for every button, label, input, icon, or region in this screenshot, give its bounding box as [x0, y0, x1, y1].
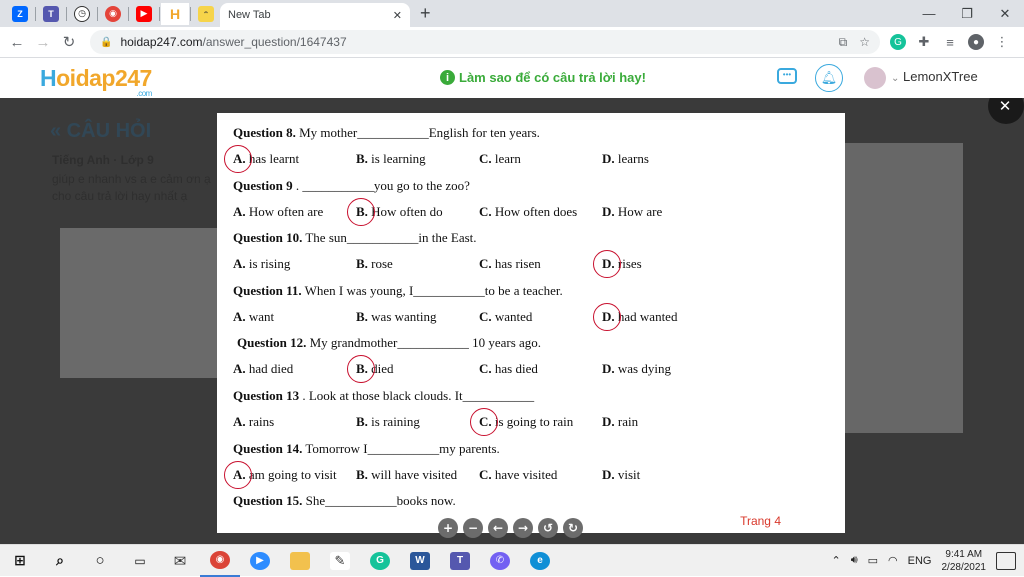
close-tab-icon[interactable]: ✕ [392, 9, 402, 22]
option-letter: A. [233, 204, 246, 219]
username: LemonXTree [903, 69, 978, 84]
reload-icon[interactable]: ↻ [62, 34, 76, 51]
option-text: learns [617, 151, 649, 166]
answer-circle-mark [224, 461, 252, 489]
reading-list-icon[interactable]: ≡ [946, 34, 954, 50]
logo-text: oidap247 [56, 64, 152, 91]
question-line [237, 335, 541, 351]
question-line [233, 441, 500, 457]
arrow-right-icon[interactable]: → [513, 518, 533, 538]
paint-icon: ✎ [330, 552, 350, 570]
url-domain: hoidap247.com [120, 35, 203, 49]
question-label: Question 10. [233, 230, 303, 245]
tip-link[interactable] [440, 70, 646, 85]
answer-option [356, 414, 420, 430]
option-text: rises [617, 256, 642, 271]
clock-date: 2/28/2021 [941, 561, 986, 573]
word-button[interactable] [400, 545, 440, 577]
option-letter: D. [602, 467, 615, 482]
option-text: How often are [248, 204, 324, 219]
cortana-button[interactable] [80, 545, 120, 577]
tab-separator [159, 7, 160, 21]
folder-icon [290, 552, 310, 570]
option-text: is learning [371, 151, 426, 166]
question-stem: My grandmother___________ 10 years ago. [309, 335, 542, 350]
answer-circle-mark [224, 145, 252, 173]
option-text: had wanted [617, 309, 678, 324]
volume-icon[interactable]: 🔊︎ [850, 554, 858, 566]
option-text: rose [371, 256, 393, 271]
question-line [233, 125, 540, 141]
answer-option [233, 361, 293, 377]
clock-time: 9:41 AM [945, 548, 983, 560]
tab-pikachu[interactable] [192, 3, 220, 25]
site-header [0, 58, 1024, 98]
start-button[interactable] [0, 545, 40, 577]
mail-icon: ✉ [173, 552, 187, 570]
chat-icon[interactable]: ••• [777, 68, 797, 84]
youtube-icon: ▶ [136, 6, 152, 22]
notification-icon[interactable] [996, 552, 1016, 570]
rotate-left-icon[interactable]: ↺ [538, 518, 558, 538]
option-letter: B. [356, 256, 368, 271]
logo-letter: H [40, 64, 57, 91]
tab-colors[interactable] [99, 3, 127, 25]
lightbox-overlay[interactable] [0, 98, 1024, 544]
teams-icon: T [450, 552, 470, 570]
tab-youtube[interactable] [130, 3, 158, 25]
viber-icon: ✆ [490, 552, 510, 570]
task-view-icon: ▭ [134, 553, 146, 568]
option-text: is rising [248, 256, 291, 271]
option-letter: A. [233, 309, 246, 324]
answer-option [356, 467, 457, 483]
option-text: was dying [617, 361, 671, 376]
task-view-button[interactable] [120, 545, 160, 577]
wifi-icon[interactable]: ◠ [888, 555, 898, 567]
tab-new-tab[interactable] [220, 3, 410, 27]
answer-option [479, 467, 557, 483]
question-stem: My mother___________English for ten years. [299, 125, 540, 140]
answer-option [356, 256, 393, 272]
tab-title: New Tab [228, 9, 271, 21]
menu-dots-icon[interactable]: ⋮ [995, 34, 1009, 49]
question-label: Question 8. [233, 125, 296, 140]
option-letter: D. [602, 151, 615, 166]
option-text: want [248, 309, 275, 324]
question-meta: Tiếng Anh · Lớp 9 [52, 153, 154, 167]
zoom-out-icon[interactable]: − [463, 518, 483, 538]
answer-option [479, 256, 541, 272]
translate-icon[interactable]: ⧉ [838, 34, 848, 49]
search-icon: ⌕ [56, 552, 64, 568]
question-stem: She___________books now. [305, 493, 456, 508]
user-menu[interactable] [891, 69, 978, 84]
tab-separator [66, 7, 67, 21]
tab-separator [190, 7, 191, 21]
window-controls [910, 0, 1024, 27]
viewer-controls [438, 518, 583, 538]
answer-option [356, 309, 437, 325]
tab-separator [128, 7, 129, 21]
answer-circle-mark [593, 303, 621, 331]
option-letter: C. [479, 414, 492, 429]
grammarly-taskbar-button[interactable] [360, 545, 400, 577]
paint-button[interactable] [320, 545, 360, 577]
answer-option [479, 204, 577, 220]
question-label: Question 11. [233, 283, 302, 298]
option-letter: A. [233, 151, 246, 166]
answer-option [602, 151, 649, 167]
answer-circle-mark [347, 198, 375, 226]
option-letter: A. [233, 256, 246, 271]
rotate-right-icon[interactable]: ↻ [563, 518, 583, 538]
question-label: Question 12. [237, 335, 307, 350]
option-letter: B. [356, 204, 368, 219]
option-text: died [371, 361, 394, 376]
answer-option [233, 414, 274, 430]
question-line [233, 388, 534, 404]
option-text: visit [617, 467, 641, 482]
option-text: is going to rain [494, 414, 574, 429]
option-text: How often do [371, 204, 443, 219]
mail-button[interactable] [160, 545, 200, 577]
tab-zalo[interactable] [6, 3, 34, 25]
option-letter: D. [602, 414, 615, 429]
option-text: has died [494, 361, 538, 376]
edge-icon: e [530, 552, 550, 570]
bookmark-star-icon[interactable]: ☆ [859, 34, 870, 49]
word-icon: W [410, 552, 430, 570]
answer-option [233, 204, 323, 220]
tab-hoidap[interactable] [161, 3, 189, 25]
chrome-icon: ◉ [210, 551, 230, 569]
option-letter: B. [356, 309, 368, 324]
logo-sub: .com [136, 88, 152, 98]
zalo-icon: Z [12, 6, 28, 22]
answer-option [233, 309, 274, 325]
chevron-up-icon[interactable]: ⌃ [831, 555, 841, 567]
tip-text: Làm sao để có câu trả lời hay! [459, 70, 646, 85]
avatar[interactable] [864, 67, 886, 89]
question-stem: The sun___________in the East. [305, 230, 477, 245]
search-button[interactable] [40, 545, 80, 577]
answer-option [602, 204, 662, 220]
extensions [890, 34, 1010, 50]
answer-circle-mark [593, 250, 621, 278]
option-text: learn [494, 151, 521, 166]
lock-icon[interactable]: 🔒 [100, 36, 113, 48]
option-letter: C. [479, 309, 492, 324]
close-lightbox-button[interactable]: ✕ [988, 98, 1024, 124]
option-text: has learnt [248, 151, 300, 166]
answer-option [479, 309, 532, 325]
zoom-button[interactable] [240, 545, 280, 577]
answer-circle-mark [470, 408, 498, 436]
option-letter: B. [356, 361, 368, 376]
answer-panel [845, 143, 963, 433]
stopwatch-icon: ◷ [74, 6, 90, 22]
system-tray [831, 548, 1024, 574]
clock[interactable] [942, 548, 987, 574]
site-logo[interactable] [40, 64, 152, 98]
option-text: was wanting [371, 309, 437, 324]
option-letter: D. [602, 361, 615, 376]
option-text: wanted [494, 309, 533, 324]
question-label: Question 13 [233, 388, 300, 403]
arrow-left-icon[interactable]: ← [488, 518, 508, 538]
cortana-icon: ○ [95, 552, 105, 569]
question-line [233, 230, 477, 246]
question-line [233, 283, 563, 299]
browser-tab-bar [0, 0, 1024, 27]
back-arrow-icon[interactable]: ← [9, 33, 25, 51]
question-stem: . Look at those black clouds. It___________ [302, 388, 535, 403]
option-letter: D. [602, 309, 615, 324]
option-text: How are [617, 204, 663, 219]
info-icon: i [440, 70, 455, 85]
option-text: How often does [494, 204, 578, 219]
option-letter: C. [479, 361, 492, 376]
answer-option [479, 361, 538, 377]
question-stem: . ___________you go to the zoo? [295, 178, 470, 193]
profile-icon[interactable]: ● [968, 34, 984, 50]
tab-timer[interactable] [68, 3, 96, 25]
answer-option [233, 256, 290, 272]
url-path: /answer_question/1647437 [202, 35, 347, 49]
question-label: Question 9 [233, 178, 293, 193]
option-text: will have visited [371, 467, 458, 482]
chevron-down-icon: ⌄ [891, 73, 900, 84]
option-letter: C. [479, 256, 492, 271]
tab-teams[interactable] [37, 3, 65, 25]
option-letter: C. [479, 467, 492, 482]
teams-taskbar-button[interactable] [440, 545, 480, 577]
minimize-button[interactable]: — [922, 6, 936, 21]
close-window-button[interactable]: ✕ [999, 5, 1011, 21]
option-letter: A. [233, 414, 246, 429]
option-letter: D. [602, 256, 615, 271]
question-label: Question 15. [233, 493, 303, 508]
option-letter: B. [356, 151, 368, 166]
option-text: is raining [371, 414, 420, 429]
answer-circle-mark [347, 355, 375, 383]
teams-icon: T [43, 6, 59, 22]
option-letter: A. [233, 361, 246, 376]
edge-button[interactable] [520, 545, 560, 577]
option-text: am going to visit [248, 467, 337, 482]
answer-option [602, 467, 640, 483]
question-stem: Tomorrow I___________my parents. [305, 441, 500, 456]
forward-arrow-icon[interactable]: → [35, 33, 51, 51]
swirl-icon: ◉ [105, 6, 121, 22]
option-letter: A. [233, 467, 246, 482]
tab-separator [35, 7, 36, 21]
option-text: rains [248, 414, 275, 429]
zoom-icon: ▶ [250, 552, 270, 570]
option-text: has risen [494, 256, 541, 271]
pikachu-icon: ᵔ [198, 6, 214, 22]
answer-option [602, 361, 671, 377]
new-tab-button[interactable]: + [420, 3, 431, 23]
option-letter: B. [356, 467, 368, 482]
windows-icon: ⊞ [14, 552, 26, 568]
page-heading: « CÂU HỎI [50, 120, 152, 142]
option-letter: C. [479, 151, 492, 166]
option-text: have visited [494, 467, 558, 482]
answer-option [356, 151, 426, 167]
question-stem: When I was young, I___________to be a teacher. [304, 283, 563, 298]
question-label: Question 14. [233, 441, 303, 456]
question-text: giúp e nhanh vs a e cảm ơn ạ cho câu trả lời hay nhất ạ [52, 172, 211, 203]
network-icon[interactable]: ▭ [867, 555, 879, 567]
page-number: Trang 4 [740, 514, 781, 528]
question-image-thumbnail [60, 228, 230, 378]
hoidap-favicon: H [167, 6, 183, 22]
option-letter: D. [602, 204, 615, 219]
question-image [217, 113, 845, 533]
explorer-button[interactable] [280, 545, 320, 577]
option-letter: B. [356, 414, 368, 429]
tab-separator [97, 7, 98, 21]
restore-button[interactable]: ❐ [961, 5, 973, 21]
question-line [233, 178, 470, 194]
browser-toolbar [0, 27, 1024, 58]
viber-button[interactable] [480, 545, 520, 577]
question-line [233, 493, 456, 509]
grammarly-icon[interactable]: G [890, 34, 906, 50]
windows-taskbar [0, 544, 1024, 576]
grammarly-icon: G [370, 552, 390, 570]
answer-option [479, 151, 521, 167]
option-text: rain [617, 414, 639, 429]
bell-icon[interactable]: 🔔︎ [815, 64, 843, 92]
language-indicator[interactable]: ENG [907, 554, 932, 567]
answer-option [602, 414, 638, 430]
zoom-in-icon[interactable]: + [438, 518, 458, 538]
address-bar[interactable] [90, 30, 880, 54]
puzzle-icon[interactable]: ✚ [918, 34, 930, 49]
chrome-button[interactable] [200, 545, 240, 577]
option-text: had died [248, 361, 294, 376]
option-letter: C. [479, 204, 492, 219]
